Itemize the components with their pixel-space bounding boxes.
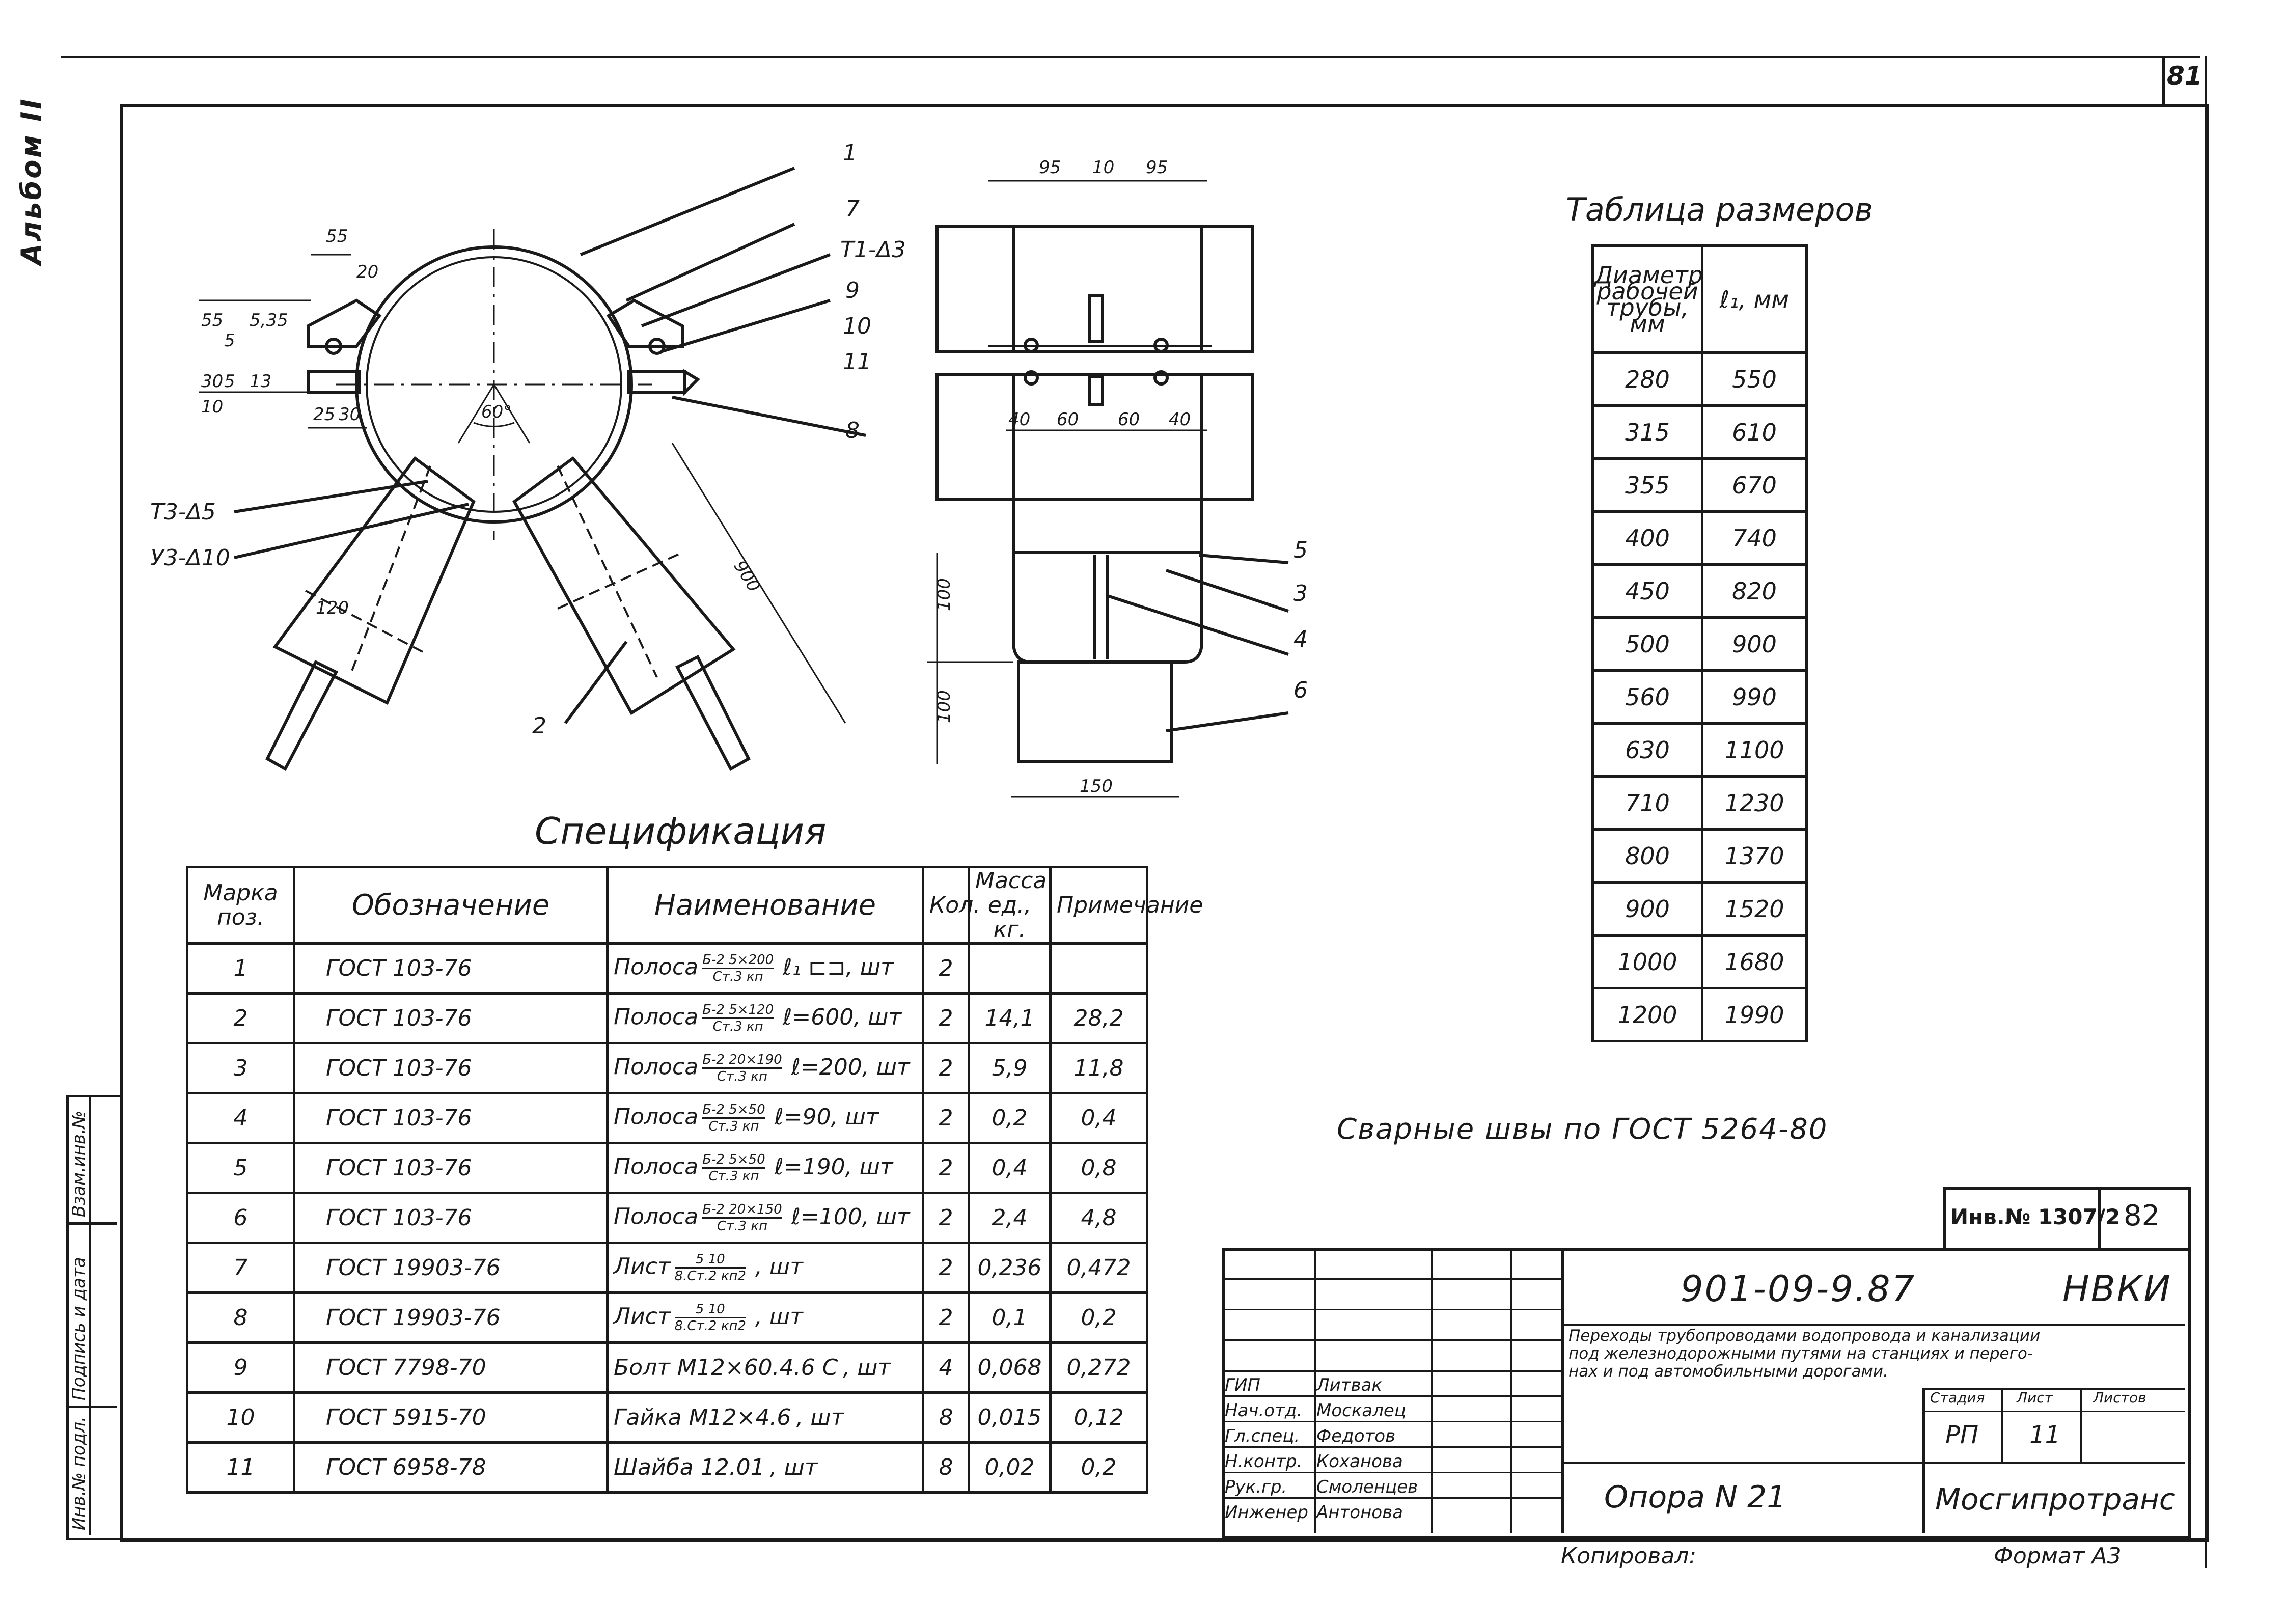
dim-100-b: 100 bbox=[934, 690, 954, 723]
spec-fraction-bottom: 8.Ст.2 кп2 bbox=[674, 1269, 746, 1284]
sizes-row bbox=[1593, 935, 1807, 988]
tb-hline-2 bbox=[1222, 1309, 1563, 1310]
spec-qty: 2 bbox=[923, 994, 969, 1043]
spec-header-name: Наименование bbox=[608, 867, 923, 944]
spec-name-tail: ℓ=200, шт bbox=[791, 1054, 910, 1080]
spec-doc: ГОСТ 7798-70 bbox=[294, 1343, 608, 1393]
spec-row bbox=[187, 1193, 1147, 1243]
spec-fraction bbox=[702, 1102, 765, 1134]
spec-qty: 2 bbox=[923, 1293, 969, 1343]
callout-8: 8 bbox=[845, 418, 860, 444]
callout-t1: T1-Δ3 bbox=[840, 237, 906, 263]
sizes-row bbox=[1593, 988, 1807, 1041]
spec-header-doc: Обозначение bbox=[294, 867, 608, 944]
tb-right-vline-3 bbox=[2080, 1388, 2082, 1462]
sizes-cell-diameter: 1200 bbox=[1593, 988, 1702, 1041]
spec-doc: ГОСТ 103-76 bbox=[294, 1043, 608, 1093]
tb-hline-7 bbox=[1222, 1446, 1563, 1448]
spec-name bbox=[608, 1243, 923, 1293]
front-view-lower bbox=[937, 374, 1253, 499]
sheet-value: 11 bbox=[2029, 1421, 2061, 1449]
spec-header-mass: Масса ед., кг. bbox=[969, 867, 1051, 944]
spec-qty: 4 bbox=[923, 1343, 969, 1393]
tb-right-vline-1 bbox=[1922, 1388, 1925, 1533]
sizes-cell-length: 610 bbox=[1702, 406, 1807, 459]
spec-fraction bbox=[675, 1302, 746, 1334]
spec-name-text: Лист bbox=[614, 1303, 671, 1330]
spec-name bbox=[608, 1343, 923, 1393]
spec-row bbox=[187, 1243, 1147, 1293]
spec-name-tail: , шт bbox=[796, 1405, 844, 1430]
sizes-cell-diameter: 400 bbox=[1593, 512, 1702, 565]
sizes-cell-length: 900 bbox=[1702, 618, 1807, 671]
leg-left bbox=[275, 458, 474, 703]
dim-900: 900 bbox=[729, 557, 764, 596]
weld-label-t3: T3-Δ5 bbox=[150, 499, 216, 525]
spec-mass bbox=[969, 944, 1051, 994]
sizes-header-diameter: Диаметр рабочей трубы, мм bbox=[1593, 246, 1702, 353]
tb-hline-8 bbox=[1222, 1472, 1563, 1473]
sizes-cell-diameter: 280 bbox=[1593, 353, 1702, 406]
description-line-2: под железнодорожными путями на станциях и перего- bbox=[1568, 1344, 2033, 1363]
spec-qty: 2 bbox=[923, 1193, 969, 1243]
spec-name-text: Лист bbox=[614, 1253, 671, 1280]
spec-qty: 2 bbox=[923, 1043, 969, 1093]
sheet-number-top: 82 bbox=[2124, 1199, 2160, 1232]
spec-row bbox=[187, 944, 1147, 994]
object-name: Опора N 21 bbox=[1604, 1479, 1786, 1515]
tb-hline-4 bbox=[1222, 1370, 1563, 1372]
tb-right-vline-2 bbox=[2001, 1388, 2003, 1462]
dim-55-side: 55 bbox=[201, 310, 224, 331]
document-mark: НВКИ bbox=[2062, 1268, 2172, 1310]
spec-fraction-top: Б-2 5×120 bbox=[702, 1002, 774, 1019]
dim-60-a: 60 bbox=[1057, 409, 1079, 430]
spec-fraction-top: 5 10 bbox=[675, 1252, 746, 1269]
tb-vline-b bbox=[1431, 1248, 1433, 1533]
side-stamp-replaced: Взам.инв.№ bbox=[69, 1110, 89, 1217]
spec-row bbox=[187, 1393, 1147, 1443]
tb-hline-1 bbox=[1222, 1278, 1563, 1280]
spec-fraction bbox=[702, 1002, 774, 1034]
spec-pos: 2 bbox=[187, 994, 294, 1043]
spec-pos: 10 bbox=[187, 1393, 294, 1443]
sizes-row bbox=[1593, 618, 1807, 671]
callout-1: 1 bbox=[843, 140, 857, 166]
sizes-cell-length: 1100 bbox=[1702, 724, 1807, 777]
spec-doc: ГОСТ 6958-78 bbox=[294, 1443, 608, 1493]
tb-hline-6 bbox=[1222, 1421, 1563, 1422]
spec-fraction-bottom: Ст.3 кп bbox=[708, 1169, 759, 1184]
callout-2: 2 bbox=[532, 713, 546, 739]
spec-fraction-top: Б-2 5×50 bbox=[702, 1152, 765, 1169]
spec-qty: 2 bbox=[923, 1143, 969, 1193]
spec-name bbox=[608, 1443, 923, 1493]
spec-name-text: Полоса bbox=[614, 1104, 699, 1130]
spec-fraction-bottom: 8.Ст.2 кп2 bbox=[674, 1318, 746, 1334]
spec-note: 0,2 bbox=[1051, 1443, 1147, 1493]
specification-title: Спецификация bbox=[535, 810, 827, 852]
stage-value: РП bbox=[1945, 1421, 1979, 1449]
callout-11: 11 bbox=[843, 349, 871, 375]
dim-angle: 60° bbox=[481, 402, 512, 422]
dim-10-front: 10 bbox=[1092, 157, 1115, 178]
spec-note: 0,472 bbox=[1051, 1243, 1147, 1293]
spec-row bbox=[187, 1143, 1147, 1193]
dim-55-top: 55 bbox=[326, 226, 348, 246]
tb-hline-3 bbox=[1222, 1339, 1563, 1341]
spec-mass: 14,1 bbox=[969, 994, 1051, 1043]
tb-right-hline-3 bbox=[1563, 1462, 2185, 1464]
leg-right bbox=[514, 458, 733, 713]
signer-role: Инженер bbox=[1225, 1502, 1308, 1523]
sizes-cell-length: 1370 bbox=[1702, 830, 1807, 883]
spec-doc: ГОСТ 19903-76 bbox=[294, 1293, 608, 1343]
spec-fraction-top: Б-2 20×190 bbox=[702, 1052, 782, 1069]
sizes-cell-diameter: 800 bbox=[1593, 830, 1702, 883]
sizes-cell-diameter: 560 bbox=[1593, 671, 1702, 724]
spec-note: 0,4 bbox=[1051, 1093, 1147, 1143]
spec-fraction bbox=[702, 952, 774, 984]
spec-row bbox=[187, 1093, 1147, 1143]
sizes-cell-diameter: 1000 bbox=[1593, 935, 1702, 988]
sizes-cell-length: 550 bbox=[1702, 353, 1807, 406]
stage-label: Стадия bbox=[1930, 1389, 1985, 1406]
spec-name-text: Полоса bbox=[614, 1153, 699, 1180]
tb-right-hline-1 bbox=[1563, 1324, 2185, 1326]
spec-doc: ГОСТ 19903-76 bbox=[294, 1243, 608, 1293]
dim-150: 150 bbox=[1080, 776, 1113, 796]
dim-5-35: 5,35 bbox=[250, 310, 288, 331]
spec-pos: 7 bbox=[187, 1243, 294, 1293]
sizes-row bbox=[1593, 459, 1807, 512]
spec-fraction-bottom: Ст.3 кп bbox=[712, 1019, 763, 1034]
spec-name bbox=[608, 1393, 923, 1443]
dim-95-b: 95 bbox=[1146, 157, 1168, 178]
sizes-row bbox=[1593, 724, 1807, 777]
tb-right-hline-4 bbox=[1922, 1411, 2185, 1412]
spec-name-tail: ℓ=190, шт bbox=[774, 1153, 893, 1180]
dim-5-b: 5 bbox=[224, 371, 235, 392]
format-label: Формат А3 bbox=[1994, 1543, 2122, 1569]
sizes-cell-length: 670 bbox=[1702, 459, 1807, 512]
sizes-cell-length: 1680 bbox=[1702, 935, 1807, 988]
tb-vline-d bbox=[1561, 1248, 1564, 1533]
sizes-header-length: ℓ₁, мм bbox=[1702, 246, 1807, 353]
spec-note: 4,8 bbox=[1051, 1193, 1147, 1243]
signer-name: Коханова bbox=[1316, 1451, 1403, 1472]
sizes-row bbox=[1593, 512, 1807, 565]
spec-name bbox=[608, 944, 923, 994]
description-line-3: нах и под автомобильными дорогами. bbox=[1568, 1362, 1888, 1381]
signer-role: Гл.спец. bbox=[1225, 1426, 1300, 1446]
side-stamp-inv: Инв.№ подл. bbox=[69, 1416, 89, 1530]
sizes-cell-length: 1990 bbox=[1702, 988, 1807, 1041]
sizes-cell-length: 990 bbox=[1702, 671, 1807, 724]
spec-header-pos: Марка поз. bbox=[187, 867, 294, 944]
spec-fraction-bottom: Ст.3 кп bbox=[717, 1219, 767, 1234]
dim-95-a: 95 bbox=[1039, 157, 1061, 178]
spec-qty: 2 bbox=[923, 1093, 969, 1143]
spec-row bbox=[187, 1293, 1147, 1343]
sizes-cell-diameter: 355 bbox=[1593, 459, 1702, 512]
spec-header-qty: Кол. bbox=[923, 867, 969, 944]
dim-30: 30 bbox=[201, 371, 224, 392]
spec-name-tail: ℓ=90, шт bbox=[774, 1104, 879, 1130]
spec-name bbox=[608, 1043, 923, 1093]
spec-doc: ГОСТ 5915-70 bbox=[294, 1393, 608, 1443]
sizes-table bbox=[1591, 244, 1808, 1042]
spec-name-tail: , шт bbox=[769, 1454, 818, 1480]
copied-by: Копировал: bbox=[1561, 1543, 1697, 1569]
signer-role: ГИП bbox=[1225, 1375, 1260, 1395]
dim-100-a: 100 bbox=[934, 578, 954, 611]
sizes-cell-diameter: 315 bbox=[1593, 406, 1702, 459]
callout-6: 6 bbox=[1293, 677, 1308, 703]
spec-name bbox=[608, 994, 923, 1043]
dim-30-b: 30 bbox=[339, 404, 361, 425]
side-stamp-sign-date: Подпись и дата bbox=[69, 1257, 89, 1400]
spec-note: 0,12 bbox=[1051, 1393, 1147, 1443]
sizes-row bbox=[1593, 671, 1807, 724]
spec-row bbox=[187, 1343, 1147, 1393]
callout-5: 5 bbox=[1293, 537, 1308, 563]
sizes-cell-diameter: 630 bbox=[1593, 724, 1702, 777]
signer-name: Литвак bbox=[1316, 1375, 1382, 1395]
spec-note: 0,2 bbox=[1051, 1293, 1147, 1343]
description-line-1: Переходы трубопроводами водопровода и канализации bbox=[1568, 1327, 2041, 1345]
spec-name-text: Полоса bbox=[614, 1054, 699, 1080]
spec-name-text: Полоса bbox=[614, 954, 699, 980]
spec-name-tail: , шт bbox=[843, 1355, 891, 1381]
spec-mass: 0,068 bbox=[969, 1343, 1051, 1393]
spec-qty: 8 bbox=[923, 1393, 969, 1443]
spec-qty: 8 bbox=[923, 1443, 969, 1493]
sizes-row bbox=[1593, 565, 1807, 618]
dim-20: 20 bbox=[356, 262, 379, 282]
tb-hline-5 bbox=[1222, 1395, 1563, 1397]
dim-40-a: 40 bbox=[1008, 409, 1031, 430]
spec-mass: 0,236 bbox=[969, 1243, 1051, 1293]
tb-vline-a bbox=[1314, 1248, 1316, 1533]
spec-name-text: Гайка М12×4.6 bbox=[614, 1405, 791, 1430]
spec-qty: 2 bbox=[923, 1243, 969, 1293]
callout-3: 3 bbox=[1293, 581, 1308, 607]
spec-mass: 0,02 bbox=[969, 1443, 1051, 1493]
spec-pos: 1 bbox=[187, 944, 294, 994]
spec-name bbox=[608, 1193, 923, 1243]
front-view-base bbox=[1018, 662, 1171, 761]
signer-role: Нач.отд. bbox=[1225, 1400, 1303, 1421]
organization-name: Мосгипротранс bbox=[1935, 1482, 2176, 1517]
signer-name: Москалец bbox=[1316, 1400, 1406, 1421]
dim-10: 10 bbox=[201, 397, 224, 417]
spec-name-tail: ℓ=100, шт bbox=[791, 1203, 910, 1230]
spec-note: 0,272 bbox=[1051, 1343, 1147, 1393]
spec-fraction-bottom: Ст.3 кп bbox=[708, 1119, 759, 1134]
document-code: 901-09-9.87 bbox=[1681, 1268, 1916, 1310]
spec-fraction bbox=[675, 1252, 746, 1284]
spec-fraction bbox=[702, 1152, 765, 1184]
spec-fraction bbox=[702, 1202, 782, 1234]
sizes-row bbox=[1593, 883, 1807, 935]
spec-name-text: Полоса bbox=[614, 1203, 699, 1230]
spec-row bbox=[187, 1043, 1147, 1093]
sizes-cell-length: 1230 bbox=[1702, 777, 1807, 830]
dim-25: 25 bbox=[313, 404, 336, 425]
callout-7: 7 bbox=[845, 196, 860, 222]
spec-name bbox=[608, 1143, 923, 1193]
dim-40-b: 40 bbox=[1169, 409, 1191, 430]
spec-name bbox=[608, 1093, 923, 1143]
spec-doc: ГОСТ 103-76 bbox=[294, 1143, 608, 1193]
sizes-cell-length: 820 bbox=[1702, 565, 1807, 618]
spec-pos: 5 bbox=[187, 1143, 294, 1193]
spec-mass: 0,2 bbox=[969, 1093, 1051, 1143]
spec-name-text: Полоса bbox=[614, 1004, 699, 1030]
spec-doc: ГОСТ 103-76 bbox=[294, 944, 608, 994]
spec-name-tail: , шт bbox=[755, 1253, 803, 1280]
sizes-row bbox=[1593, 406, 1807, 459]
signer-name: Федотов bbox=[1316, 1426, 1396, 1446]
sizes-row bbox=[1593, 353, 1807, 406]
spec-doc: ГОСТ 103-76 bbox=[294, 1093, 608, 1143]
sizes-cell-diameter: 710 bbox=[1593, 777, 1702, 830]
spec-note: 0,8 bbox=[1051, 1143, 1147, 1193]
spec-pos: 3 bbox=[187, 1043, 294, 1093]
callout-10: 10 bbox=[843, 313, 871, 339]
spec-note bbox=[1051, 944, 1147, 994]
spec-pos: 8 bbox=[187, 1293, 294, 1343]
spec-pos: 11 bbox=[187, 1443, 294, 1493]
spec-note: 28,2 bbox=[1051, 994, 1147, 1043]
spec-mass: 0,1 bbox=[969, 1293, 1051, 1343]
spec-fraction-top: 5 10 bbox=[675, 1302, 746, 1318]
sizes-row bbox=[1593, 777, 1807, 830]
sizes-cell-diameter: 450 bbox=[1593, 565, 1702, 618]
spec-name-text: Шайба 12.01 bbox=[614, 1454, 765, 1480]
sizes-cell-diameter: 500 bbox=[1593, 618, 1702, 671]
spec-mass: 0,4 bbox=[969, 1143, 1051, 1193]
welds-note: Сварные швы по ГОСТ 5264-80 bbox=[1337, 1113, 1828, 1146]
specification-table bbox=[186, 866, 1203, 1494]
spec-pos: 4 bbox=[187, 1093, 294, 1143]
sizes-cell-length: 740 bbox=[1702, 512, 1807, 565]
spec-mass: 5,9 bbox=[969, 1043, 1051, 1093]
spec-pos: 9 bbox=[187, 1343, 294, 1393]
signer-name: Смоленцев bbox=[1316, 1477, 1418, 1497]
sizes-cell-length: 1520 bbox=[1702, 883, 1807, 935]
sizes-table-title: Таблица размеров bbox=[1566, 191, 1873, 228]
signer-name: Антонова bbox=[1316, 1502, 1403, 1523]
tb-hline-9 bbox=[1222, 1497, 1563, 1499]
callout-4: 4 bbox=[1293, 626, 1308, 652]
spec-pos: 6 bbox=[187, 1193, 294, 1243]
spec-mass: 0,015 bbox=[969, 1393, 1051, 1443]
weld-label-u3: У3-Δ10 bbox=[150, 545, 230, 571]
spec-name-tail: ℓ=600, шт bbox=[783, 1004, 902, 1030]
spec-fraction-top: Б-2 5×200 bbox=[702, 952, 774, 969]
spec-fraction bbox=[702, 1052, 782, 1084]
spec-name bbox=[608, 1293, 923, 1343]
spec-fraction-bottom: Ст.3 кп bbox=[717, 1069, 767, 1084]
sizes-row bbox=[1593, 830, 1807, 883]
callout-9: 9 bbox=[845, 278, 860, 304]
dim-5-a: 5 bbox=[224, 331, 235, 351]
spec-row bbox=[187, 1443, 1147, 1493]
signer-role: Рук.гр. bbox=[1225, 1477, 1287, 1497]
sizes-cell-diameter: 900 bbox=[1593, 883, 1702, 935]
spec-fraction-bottom: Ст.3 кп bbox=[712, 969, 763, 984]
spec-fraction-top: Б-2 20×150 bbox=[702, 1202, 782, 1219]
spec-doc: ГОСТ 103-76 bbox=[294, 1193, 608, 1243]
spec-name-text: Болт М12×60.4.6 С bbox=[614, 1355, 838, 1381]
spec-doc: ГОСТ 103-76 bbox=[294, 994, 608, 1043]
spec-header-note: Примечание bbox=[1051, 867, 1147, 944]
spec-name-tail: ℓ₁ ⊏⊐, шт bbox=[783, 954, 894, 980]
dim-120: 120 bbox=[316, 598, 349, 618]
spec-qty: 2 bbox=[923, 944, 969, 994]
album-label: Альбом II bbox=[15, 97, 47, 265]
spec-fraction-top: Б-2 5×50 bbox=[702, 1102, 765, 1119]
inv-number: Инв.№ 1307/2 bbox=[1950, 1204, 2121, 1229]
dim-13: 13 bbox=[250, 371, 272, 392]
page-number: 81 bbox=[2167, 61, 2203, 91]
sheets-label: Листов bbox=[2093, 1389, 2146, 1406]
dim-60-b: 60 bbox=[1118, 409, 1140, 430]
spec-note: 11,8 bbox=[1051, 1043, 1147, 1093]
spec-row bbox=[187, 994, 1147, 1043]
tb-vline-c bbox=[1510, 1248, 1512, 1533]
front-view-upper bbox=[937, 227, 1253, 351]
spec-name-tail: , шт bbox=[755, 1303, 803, 1330]
spec-mass: 2,4 bbox=[969, 1193, 1051, 1243]
sheet-label: Лист bbox=[2017, 1389, 2053, 1406]
signer-role: Н.контр. bbox=[1225, 1451, 1303, 1472]
